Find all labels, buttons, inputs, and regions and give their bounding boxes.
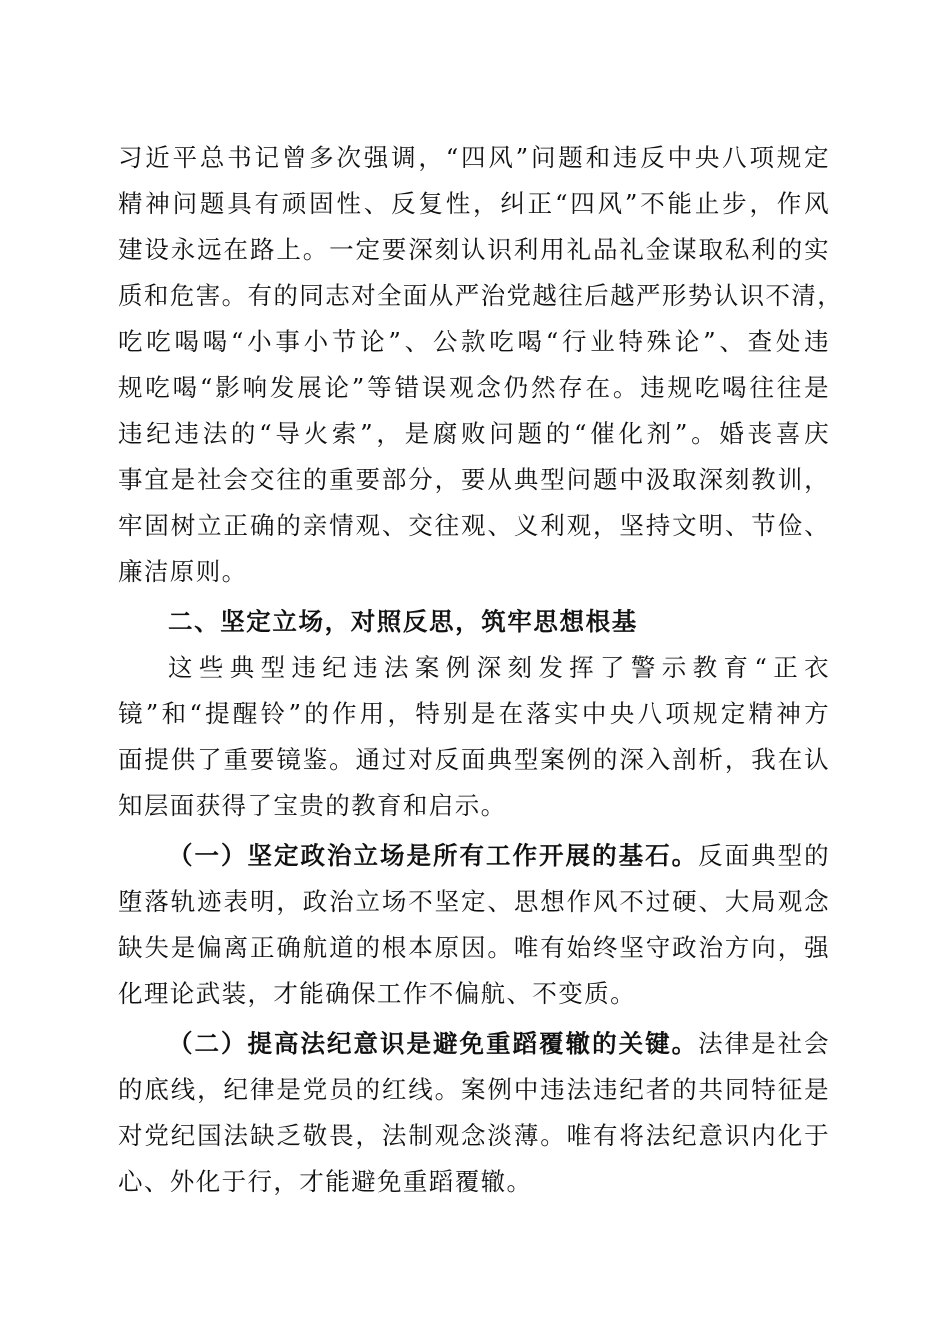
text-line [118,1021,830,1067]
text-line: 知层面获得了宝贵的教育和启示。 [118,791,507,820]
point-2-lead: （二）提高法纪意识是避免重蹈覆辙的关键。 [168,1029,699,1058]
text-line: 建设永远在路上。一定要深刻认识利用礼品礼金谋取私利的实 [118,235,830,264]
paragraph-2 [118,645,830,829]
text-line: 规吃喝“影响发展论”等错误观念仍然存在。违规吃喝往往是 [118,373,830,402]
text-line: 这些典型违纪违法案例深刻发挥了警示教育“正衣 [168,653,830,682]
text-line: 面提供了重要镜鉴。通过对反面典型案例的深入剖析，我在认 [118,745,830,774]
text-line: 吃吃喝喝“小事小节论”、公款吃喝“行业特殊论”、查处违 [118,327,830,356]
text-line: 缺失是偏离正确航道的根本原因。唯有始终坚守政治方向，强 [118,933,830,962]
point-1-lead: （一）坚定政治立场是所有工作开展的基石。 [168,841,699,870]
text-line: 质和危害。有的同志对全面从严治党越往后越严形势认识不清， [118,281,844,310]
point-2-line-rest: 法律是社会 [698,1029,831,1058]
point-1-line-rest: 反面典型的 [698,841,831,870]
text-line: 牢固树立正确的亲情观、交往观、义利观，坚持文明、节俭、 [118,511,830,540]
text-line: 对党纪国法缺乏敬畏，法制观念淡薄。唯有将法纪意识内化于 [118,1121,830,1150]
text-line: 违纪违法的“导火索”，是腐败问题的“催化剂”。婚丧喜庆 [118,419,830,448]
point-2 [118,1021,830,1205]
text-line: 心、外化于行，才能避免重蹈覆辙。 [118,1167,533,1196]
text-line: 事宜是社会交往的重要部分，要从典型问题中汲取深刻教训， [118,465,830,494]
text-line: 堕落轨迹表明，政治立场不坚定、思想作风不过硬、大局观念 [118,887,830,916]
text-line: 习近平总书记曾多次强调，“四风”问题和违反中央八项规定 [118,143,830,172]
text-line: 化理论武装，才能确保工作不偏航、不变质。 [118,979,636,1008]
text-line: 镜”和“提醒铃”的作用，特别是在落实中央八项规定精神方 [118,699,830,728]
paragraph-1 [118,135,844,595]
text-line [118,833,830,879]
text-line: 廉洁原则。 [118,557,248,586]
text-line: 的底线，纪律是党员的红线。案例中违法违纪者的共同特征是 [118,1075,830,1104]
point-1 [118,833,830,1017]
section-heading: 二、坚定立场，对照反思，筑牢思想根基 [168,607,638,636]
text-line: 精神问题具有顽固性、反复性，纠正“四风”不能止步，作风 [118,189,830,218]
document-body [118,135,844,1205]
